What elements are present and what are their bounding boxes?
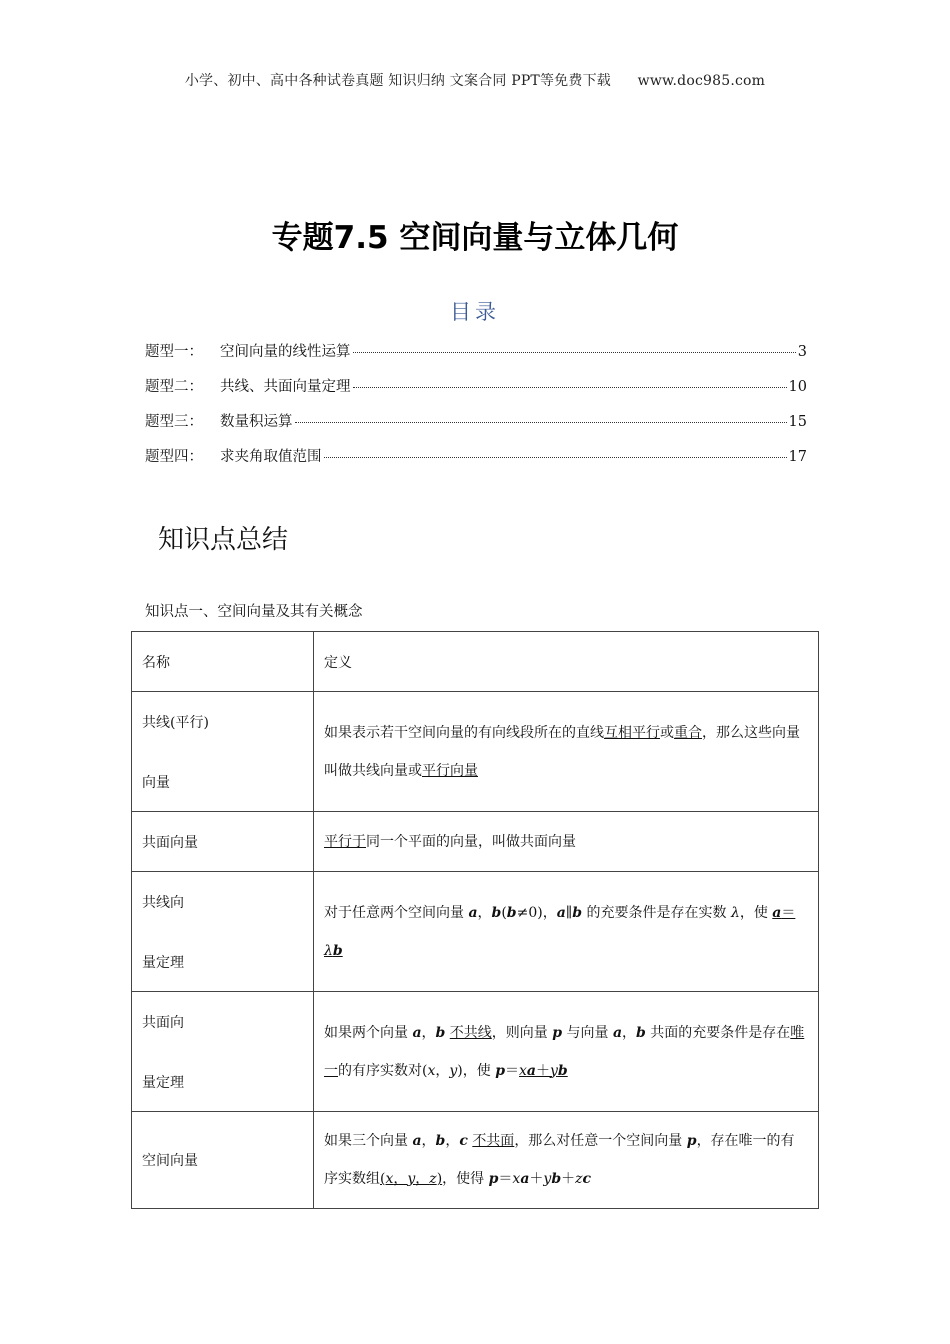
header-cell-definition: 定义 — [314, 632, 819, 692]
definition-text: 的充要条件是存在实数 — [582, 904, 731, 921]
toc-item-title: 求夹角取值范围 — [220, 449, 322, 465]
definition-text: )，使 — [457, 1062, 496, 1079]
vector-symbol: a — [556, 904, 566, 921]
toc-item-page: 3 — [797, 344, 807, 360]
math-variable: z — [575, 1171, 583, 1187]
definition-text: ， — [421, 1024, 436, 1041]
table-header-row — [132, 632, 819, 692]
definition-text: ∥ — [565, 904, 573, 921]
definition-text: ，那么这些向量叫做共线向量或 — [324, 724, 800, 779]
definition-text: ， — [445, 1133, 460, 1149]
definition-cell — [314, 872, 819, 992]
definition-text: ，使得 — [442, 1171, 489, 1187]
vector-symbol: b — [506, 904, 517, 921]
definition-text: ＋ — [536, 1062, 550, 1079]
vector-symbol: c — [459, 1133, 468, 1149]
toc-item-title: 共线、共面向量定理 — [220, 379, 351, 395]
definition-text: ＝ — [505, 1062, 520, 1079]
term-line: 向量 — [142, 774, 170, 791]
definition-text: ， — [415, 1171, 430, 1187]
toc-leader-dots — [295, 422, 787, 423]
vector-symbol: b — [491, 904, 502, 921]
table-row — [132, 992, 819, 1112]
header-text: 小学、初中、高中各种试卷真题 知识归纳 文案合同 PPT等免费下载 — [184, 73, 611, 89]
table-row — [132, 1112, 819, 1209]
term-line: 共面向量 — [142, 834, 198, 851]
definition-text: 不共线 — [449, 1024, 492, 1041]
definition-text: 重合 — [674, 724, 702, 741]
table-row — [132, 812, 819, 872]
definition-text: 如果三个向量 — [324, 1133, 413, 1149]
definition-text: ， — [421, 1133, 436, 1149]
term-line: 共面向 — [142, 1014, 184, 1031]
definition-text: ， — [622, 1024, 637, 1041]
term-cell — [132, 872, 314, 992]
definition-text: ＋ — [561, 1171, 576, 1187]
header-cell-name: 名称 — [132, 632, 314, 692]
math-variable: y — [550, 1062, 558, 1079]
definition-text: 如果两个向量 — [324, 1024, 413, 1041]
toc-heading: 目录 — [450, 300, 500, 324]
term-line: 共线向 — [142, 894, 184, 911]
vector-symbol: a — [520, 1171, 530, 1187]
knowledge-point-title: 知识点一、空间向量及其有关概念 — [145, 604, 363, 620]
definition-text: 互相平行 — [604, 724, 660, 741]
math-variable: λ — [324, 942, 333, 959]
definition-text: ＝ — [498, 1171, 513, 1187]
definition-cell — [314, 692, 819, 812]
term-line: 量定理 — [142, 954, 184, 971]
toc-item-number: 题型四： — [145, 449, 203, 465]
toc-leader-dots — [353, 387, 787, 388]
definition-text: ( — [380, 1171, 386, 1187]
definition-text: 或 — [660, 724, 674, 741]
vector-symbol: b — [572, 904, 583, 921]
definition-text: 的有序实数对( — [338, 1062, 428, 1079]
definition-text: 同一个平面的向量，叫做共面向量 — [366, 833, 576, 850]
vector-symbol: a — [468, 904, 478, 921]
vector-symbol: a — [412, 1024, 422, 1041]
term-line: 共线(平行) — [142, 714, 209, 731]
vector-symbol: b — [332, 942, 343, 959]
definition-cell — [314, 992, 819, 1112]
math-variable: x — [427, 1062, 436, 1079]
definition-text: 与向量 — [562, 1024, 613, 1041]
toc-leader-dots — [353, 352, 796, 353]
definition-cell — [314, 812, 819, 872]
toc-leader-dots — [324, 457, 787, 458]
term-line: 空间向量 — [142, 1153, 198, 1169]
page-header — [0, 70, 950, 90]
term-line: 量定理 — [142, 1074, 184, 1091]
definition-text: ，使 — [739, 904, 773, 921]
section-heading: 知识点总结 — [158, 525, 289, 555]
definition-text: ， — [477, 904, 492, 921]
toc-item[interactable] — [145, 340, 807, 375]
vector-symbol: a — [412, 1133, 422, 1149]
math-variable: z — [429, 1171, 437, 1187]
vector-symbol: a — [526, 1062, 536, 1079]
term-cell — [132, 692, 314, 812]
definition-text: ， — [435, 1062, 450, 1079]
toc-item[interactable] — [145, 375, 807, 410]
vector-symbol: b — [551, 1171, 562, 1187]
vector-symbol: p — [686, 1133, 697, 1149]
toc-item[interactable] — [145, 410, 807, 445]
definition-text: ＝ — [781, 904, 796, 921]
toc-item[interactable] — [145, 445, 807, 480]
math-variable: y — [407, 1171, 416, 1187]
toc-item-title: 空间向量的线性运算 — [220, 344, 351, 360]
definition-text: 对于任意两个空间向量 — [324, 904, 469, 921]
definition-text: ＋ — [529, 1171, 544, 1187]
definition-text: 平行向量 — [422, 762, 478, 779]
vector-symbol: p — [495, 1062, 506, 1079]
toc-item-page: 10 — [788, 379, 807, 395]
term-cell — [132, 1112, 314, 1209]
math-variable: y — [449, 1062, 458, 1079]
vector-symbol: b — [636, 1024, 646, 1041]
toc-item-number: 题型二： — [145, 379, 203, 395]
toc-item-number: 题型一： — [145, 344, 203, 360]
math-variable: x — [385, 1171, 394, 1187]
vector-symbol: p — [488, 1171, 499, 1187]
concept-table — [131, 631, 819, 1209]
definition-text: ≠0)， — [516, 904, 557, 921]
table-of-contents — [145, 340, 807, 480]
term-cell — [132, 812, 314, 872]
header-site-link[interactable]: www.doc985.com — [637, 73, 766, 89]
definition-text: 不共面 — [472, 1133, 515, 1149]
math-variable: x — [512, 1171, 521, 1187]
toc-item-title: 数量积运算 — [220, 414, 293, 430]
definition-text: ， — [393, 1171, 408, 1187]
vector-symbol: b — [557, 1062, 568, 1079]
toc-item-page: 17 — [788, 449, 807, 465]
definition-text: ) — [436, 1171, 443, 1187]
definition-text: 平行于 — [324, 833, 366, 850]
document-title: 专题7.5 空间向量与立体几何 — [271, 220, 679, 256]
vector-symbol: c — [582, 1171, 592, 1187]
definition-text: 唯一 — [324, 1024, 805, 1079]
vector-symbol: a — [772, 904, 782, 921]
definition-text: ，那么对任意一个空间向量 — [514, 1133, 687, 1149]
math-variable: λ — [730, 904, 740, 921]
definition-text: ( — [501, 904, 507, 921]
vector-symbol: b — [435, 1133, 446, 1149]
definition-cell — [314, 1112, 819, 1209]
toc-item-page: 15 — [788, 414, 807, 430]
table-row — [132, 692, 819, 812]
table-row — [132, 872, 819, 992]
definition-text: ，则向量 — [491, 1024, 553, 1041]
toc-item-number: 题型三： — [145, 414, 203, 430]
definition-text: 共面的充要条件是存在 — [645, 1024, 791, 1041]
vector-symbol: a — [612, 1024, 623, 1041]
math-variable: y — [543, 1171, 552, 1187]
vector-symbol: b — [435, 1024, 446, 1041]
vector-symbol: p — [552, 1024, 563, 1041]
definition-text: 如果表示若干空间向量的有向线段所在的直线 — [324, 724, 604, 741]
math-variable: x — [519, 1062, 527, 1079]
definition-text: ，存在唯一的有序实数组 — [324, 1133, 795, 1187]
term-cell — [132, 992, 314, 1112]
